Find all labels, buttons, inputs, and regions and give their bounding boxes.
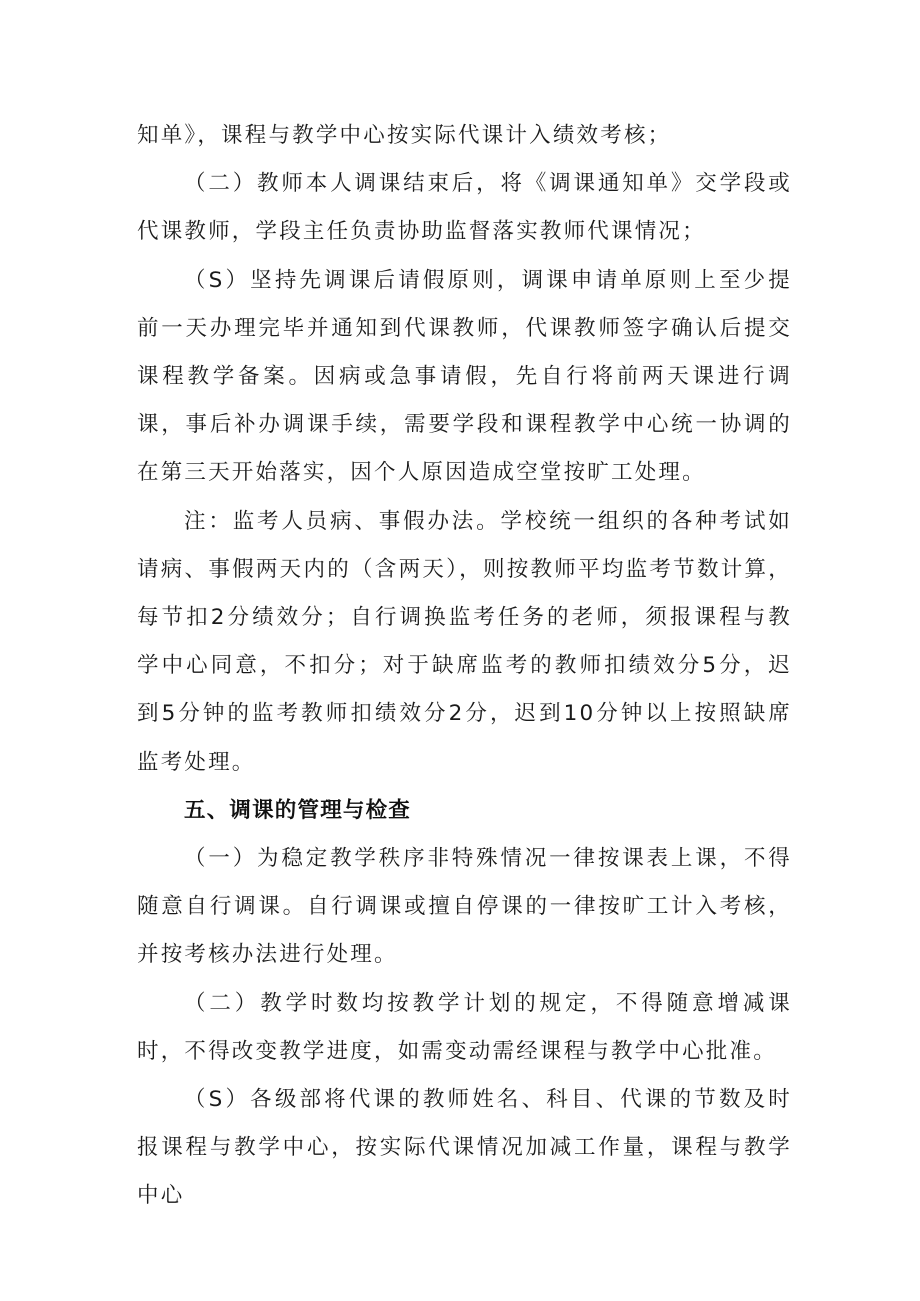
paragraph-section5-item-1: （一）为稳定教学秩序非特殊情况一律按课表上课，不得随意自行调课。自行调课或擅自停课的一律按旷工计入考核，并按考核办法进行处理。	[137, 846, 792, 968]
paragraph-continuation: 知单》，课程与教学中心按实际代课计入绩效考核；	[137, 123, 672, 148]
section-heading-5: 五、调课的管理与检查	[184, 797, 412, 823]
paragraph-item-3-leave-principle: （S）坚持先调课后请假原则，调课申请单原则上至少提前一天办理完毕并通知到代课教师，代课教师签字确认后提交课程教学备案。因病或急事请假，先自行将前两天课进行调课，事后补办调课手续，需要学段和课程教学中心统一协调的在第三天开始落实，因个人原因造成空堂按旷工处理。	[137, 267, 792, 486]
paragraph-section5-item-3: （S）各级部将代课的教师姓名、科目、代课的节数及时报课程与教学中心，按实际代课情况加减工作量，课程与教学中心	[137, 1087, 792, 1209]
paragraph-item-2-notice-submission: （二）教师本人调课结束后，将《调课通知单》交学段或代课教师，学段主任负责协助监督落实教师代课情况；	[137, 171, 792, 245]
paragraph-note-invigilation: 注：监考人员病、事假办法。学校统一组织的各种考试如请病、事假两天内的（含两天），则按教师平均监考节数计算，每节扣2分绩效分；自行调换监考任务的老师，须报课程与教学中心同意，不扣分；对于缺席监考的教师扣绩效分5分，迟到5分钟的监考教师扣绩效分2分，迟到10分钟以上按照缺席监考处理。	[137, 508, 792, 775]
document-page	[137, 112, 792, 1221]
paragraph-section5-item-2: （二）教学时数均按教学计划的规定，不得随意增减课时，不得改变教学进度，如需变动需经课程与教学中心批准。	[137, 990, 792, 1064]
